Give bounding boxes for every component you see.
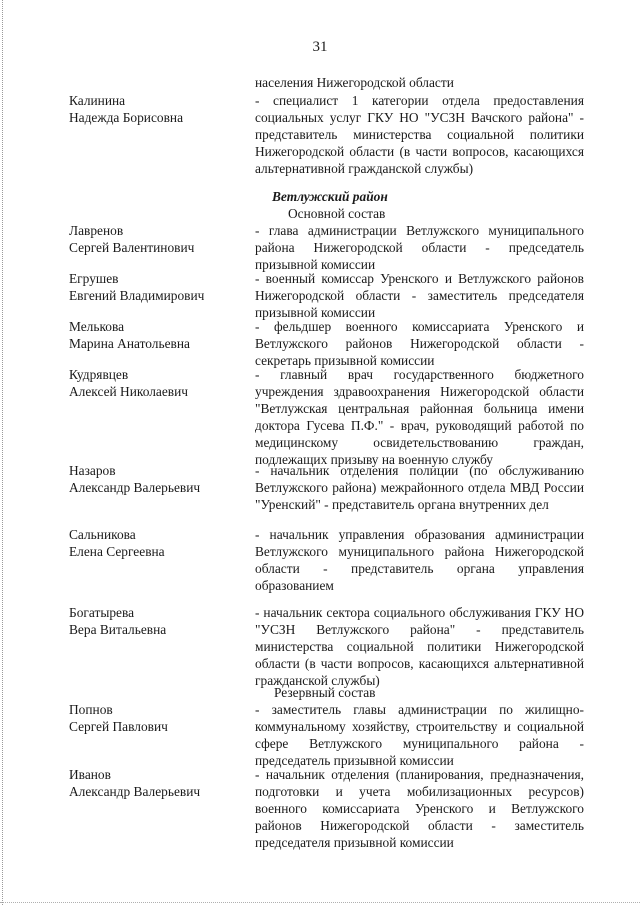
member-name bbox=[69, 318, 254, 352]
member-given-names: Александр Валерьевич bbox=[69, 480, 201, 495]
main-composition-label: Основной состав bbox=[288, 206, 386, 221]
member-given-names: Сергей Павлович bbox=[69, 719, 168, 734]
member-name bbox=[69, 222, 254, 256]
member-surname: Иванов bbox=[69, 767, 111, 782]
member-name bbox=[69, 526, 254, 560]
member-given-names: Александр Валерьевич bbox=[69, 784, 201, 799]
member-given-names: Сергей Валентинович bbox=[69, 240, 195, 255]
member-given-names: Вера Витальевна bbox=[69, 622, 167, 637]
member-role: - начальник управления образования администрации Ветлужского муниципального района Нижегородской области - представитель органа управления образованием bbox=[255, 527, 584, 593]
member-given-names: Марина Анатольевна bbox=[69, 336, 190, 351]
member-surname: Сальникова bbox=[69, 527, 136, 542]
member-given-names: Елена Сергеевна bbox=[69, 544, 165, 559]
section-title: Ветлужский район bbox=[272, 189, 388, 204]
member-name bbox=[69, 604, 254, 638]
member-name bbox=[69, 92, 254, 126]
member-surname: Попнов bbox=[69, 702, 113, 717]
member-given-names: Надежда Борисовна bbox=[69, 110, 184, 125]
member-surname: Назаров bbox=[69, 463, 116, 478]
member-given-names: Алексей Николаевич bbox=[69, 384, 189, 399]
member-role: - начальник отделения (планирования, предназначения, подготовки и учета мобилизационных ресурсов) военного комиссариата Уренского и Ветлужского районов Нижегородской области - заместитель председателя призывной комиссии bbox=[255, 767, 584, 850]
member-name bbox=[69, 766, 254, 800]
member-surname: Лавренов bbox=[69, 223, 124, 238]
member-name bbox=[69, 462, 254, 496]
page-edge-bottom bbox=[0, 901, 640, 903]
member-role: - начальник сектора социального обслуживания ГКУ НО "УСЗН Ветлужского района" - представитель министерства социальной политики Нижегородской области (в части вопросов, касающихся альтернативной гражданской службы) bbox=[255, 605, 584, 688]
member-surname: Егрушев bbox=[69, 271, 119, 286]
member-role: - глава администрации Ветлужского муниципального района Нижегородской области - председатель призывной комиссии bbox=[255, 223, 584, 272]
member-name bbox=[69, 270, 254, 304]
member-role: - военный комиссар Уренского и Ветлужского районов Нижегородской области - заместитель председателя призывной комиссии bbox=[255, 271, 584, 320]
member-role: - начальник отделения полиции (по обслуживанию Ветлужского района) межрайонного отдела МВД России "Уренский" - представитель органа внутренних дел bbox=[255, 463, 584, 512]
member-role: - заместитель главы администрации по жилищно-коммунальному хозяйству, строительству и социальной сфере Ветлужского муниципального района - председатель призывной комиссии bbox=[255, 702, 584, 768]
member-role: - фельдшер военного комиссариата Уренского и Ветлужского районов Нижегородской области - секретарь призывной комиссии bbox=[255, 319, 584, 368]
top-continuation: населения Нижегородской области bbox=[255, 75, 454, 90]
page-number: 31 bbox=[312, 39, 328, 55]
reserve-composition-label: Резервный состав bbox=[274, 685, 376, 700]
member-surname: Мелькова bbox=[69, 319, 125, 334]
member-name bbox=[69, 366, 254, 400]
member-name bbox=[69, 701, 254, 735]
member-surname: Калинина bbox=[69, 93, 126, 108]
member-surname: Кудрявцев bbox=[69, 367, 129, 382]
member-role: - главный врач государственного бюджетного учреждения здравоохранения Нижегородской области "Ветлужская центральная районная больница имени доктора Гусева П.Ф." - врач, руководящий работой по медицинскому освидетельствованию граждан, подлежащих призыву на военную службу bbox=[255, 367, 584, 467]
member-given-names: Евгений Владимирович bbox=[69, 288, 205, 303]
member-role: - специалист 1 категории отдела предоставления социальных услуг ГКУ НО "УСЗН Вачского района" - представитель министерства социальной политики Нижегородской области (в части вопросов, касающихся альтернативной гражданской службы) bbox=[255, 93, 584, 176]
page-edge-left bbox=[2, 0, 4, 905]
member-surname: Богатырева bbox=[69, 605, 135, 620]
